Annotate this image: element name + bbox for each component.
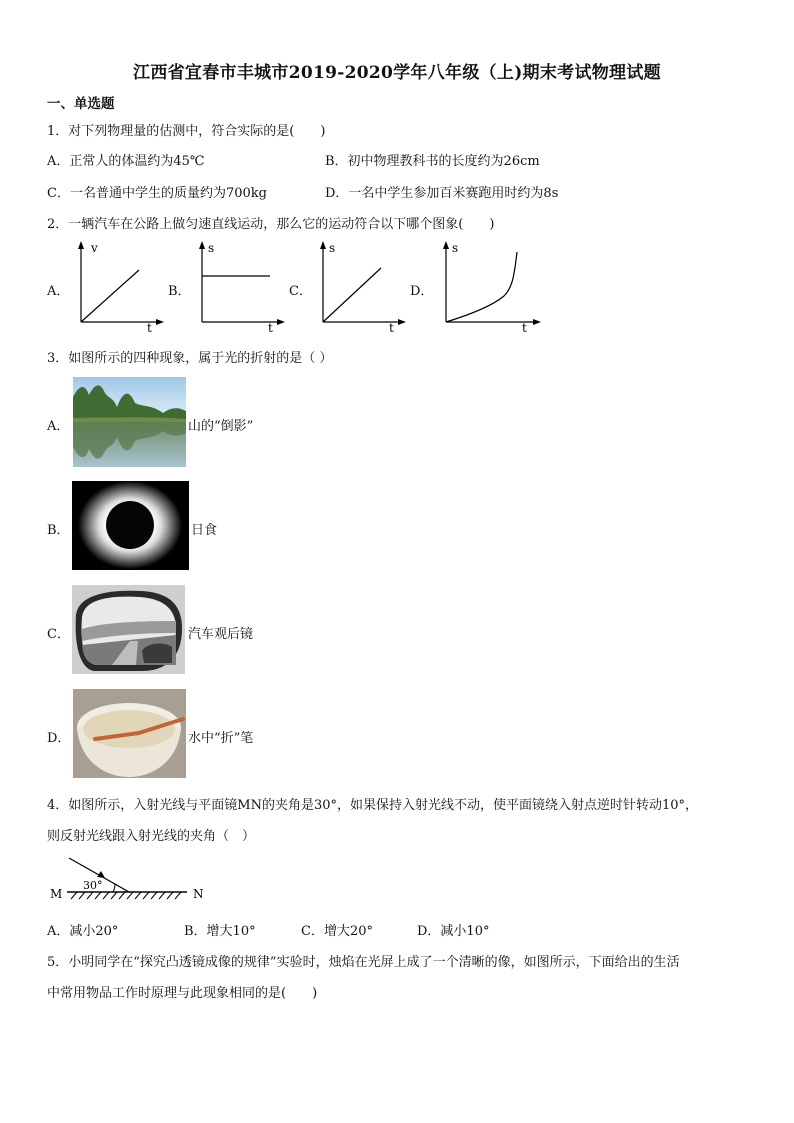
q4-option-d[interactable]: D．减小10° — [417, 924, 490, 939]
mirror-label-n: N — [193, 887, 204, 901]
q2-graph-c — [309, 238, 407, 333]
q2-option-a-label[interactable]: A． — [47, 284, 70, 299]
q1-option-b[interactable]: B．初中物理教科书的长度约为26cm — [325, 154, 540, 169]
q2-graph-a — [67, 238, 165, 333]
q1-option-d[interactable]: D．一名中学生参加百米赛跑用时约为8s — [325, 186, 559, 201]
question-4-stem-line-1: 4．如图所示，入射光线与平面镜MN的夹角是30°，如果保持入射光线不动，使平面镜绕入射点逆时针转动10°， — [47, 798, 699, 813]
q2-graph-b — [188, 238, 286, 333]
q3-option-b-label[interactable]: B． — [47, 523, 70, 538]
question-4-stem-line-2: 则反射光线跟入射光线的夹角（ ） — [47, 829, 256, 844]
q3-option-b-caption: 日食 — [191, 523, 218, 538]
q2-graph-c-x-label: t — [389, 321, 394, 333]
q2-graph-d — [432, 238, 542, 333]
q2-graph-b-y-label: s — [208, 241, 215, 255]
page-title: 江西省宜春市丰城市2019-2020学年八年级（上)期末考试物理试题 — [133, 63, 661, 83]
q1-option-c[interactable]: C．一名普通中学生的质量约为700kg — [47, 186, 267, 201]
q2-graph-b-x-label: t — [268, 321, 273, 333]
angle-label: 30° — [83, 879, 103, 892]
question-1-stem: 1．对下列物理量的估测中，符合实际的是( ) — [47, 124, 326, 139]
q2-graph-d-x-label: t — [522, 321, 527, 333]
q3-option-d-label[interactable]: D． — [47, 731, 71, 746]
question-3-stem: 3．如图所示的四种现象，属于光的折射的是（ ） — [47, 351, 333, 366]
mountain-reflection-image — [73, 377, 186, 467]
q4-option-a[interactable]: A．减小20° — [47, 924, 119, 939]
q3-option-c-caption: 汽车观后镜 — [188, 627, 254, 642]
q3-option-d-caption: 水中“折”笔 — [188, 731, 254, 746]
mirror-incidence-diagram — [47, 852, 207, 902]
q1-option-a[interactable]: A．正常人的体温约为45℃ — [47, 154, 205, 169]
q2-graph-d-y-label: s — [452, 241, 459, 255]
mirror-label-m: M — [50, 887, 63, 901]
question-2-stem: 2．一辆汽车在公路上做匀速直线运动，那么它的运动符合以下哪个图象( ) — [47, 217, 495, 232]
q2-graph-a-x-label: t — [147, 321, 152, 333]
section-heading: 一、单选题 — [47, 96, 115, 112]
q2-graph-a-y-label: v — [91, 241, 98, 255]
q2-option-c-label[interactable]: C． — [289, 284, 312, 299]
question-5-stem-line-2: 中常用物品工作时原理与此现象相同的是( ) — [47, 986, 318, 1001]
q3-option-c-label[interactable]: C． — [47, 627, 70, 642]
q3-option-a-caption: 山的“倒影” — [188, 419, 254, 434]
q3-option-a-label[interactable]: A． — [47, 419, 70, 434]
q2-option-d-label[interactable]: D． — [410, 284, 434, 299]
car-mirror-image — [72, 585, 185, 674]
question-5-stem-line-1: 5．小明同学在“探究凸透镜成像的规律”实验时，烛焰在光屏上成了一个清晰的像，如图所示，下面给出的生活 — [47, 955, 680, 970]
q4-option-c[interactable]: C．增大20° — [301, 924, 373, 939]
q2-option-b-label[interactable]: B． — [168, 284, 191, 299]
bent-pencil-in-water-image — [73, 689, 186, 778]
q4-option-b[interactable]: B．增大10° — [184, 924, 256, 939]
q2-graph-c-y-label: s — [329, 241, 336, 255]
solar-eclipse-image — [72, 481, 189, 570]
